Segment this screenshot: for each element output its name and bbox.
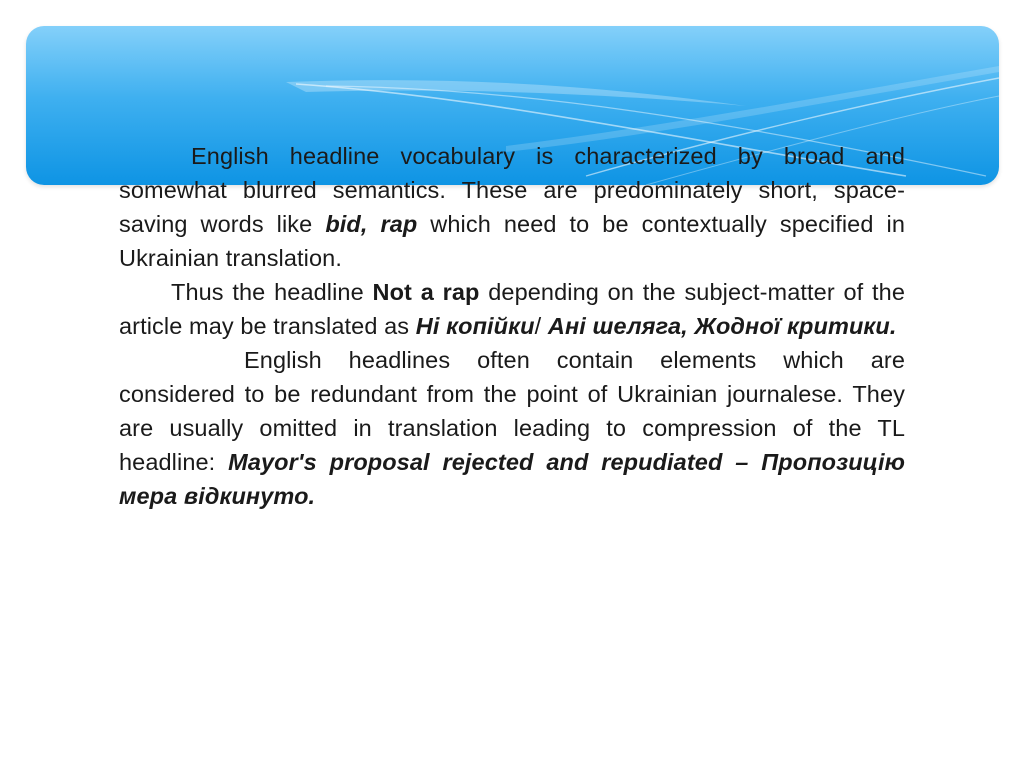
- paragraph-3-text-1: English headlines often contain elements which are considered to be redundant from the point of Ukrainian journalese. They are usually omitted in translation leading to compression of the TL headline:: [119, 347, 905, 475]
- paragraph-2-text-2: depending on the subject-matter of the article may be translated as: [119, 279, 905, 339]
- paragraph-2-emphasis-1: Not a rap: [372, 279, 480, 305]
- paragraph-1-text-2: which need to be contextually specified in Ukrainian translation.: [119, 211, 905, 271]
- paragraph-vocabulary: [119, 139, 905, 275]
- paragraph-2-emphasis-3: Ані шеляга, Жодної критики.: [547, 313, 897, 339]
- paragraph-1-emphasis-1: bid, rap: [325, 211, 418, 237]
- paragraph-2-text-1: Thus the headline: [171, 279, 373, 305]
- paragraph-not-a-rap: [119, 275, 905, 343]
- paragraph-redundant-elements: [119, 343, 905, 513]
- paragraph-1-text-1: English headline vocabulary is characterized by broad and somewhat blurred semantics. These are predominately short, space-saving words like: [119, 143, 905, 237]
- paragraph-3-emphasis-1: Mayor's proposal rejected and repudiated – Пропозицію мера відкинуто.: [119, 449, 906, 509]
- swoosh-band: [286, 80, 746, 106]
- paragraph-2-text-3: /: [534, 313, 548, 339]
- paragraph-2-emphasis-2: Ні копійки: [415, 313, 535, 339]
- slide-body-text: [119, 139, 905, 513]
